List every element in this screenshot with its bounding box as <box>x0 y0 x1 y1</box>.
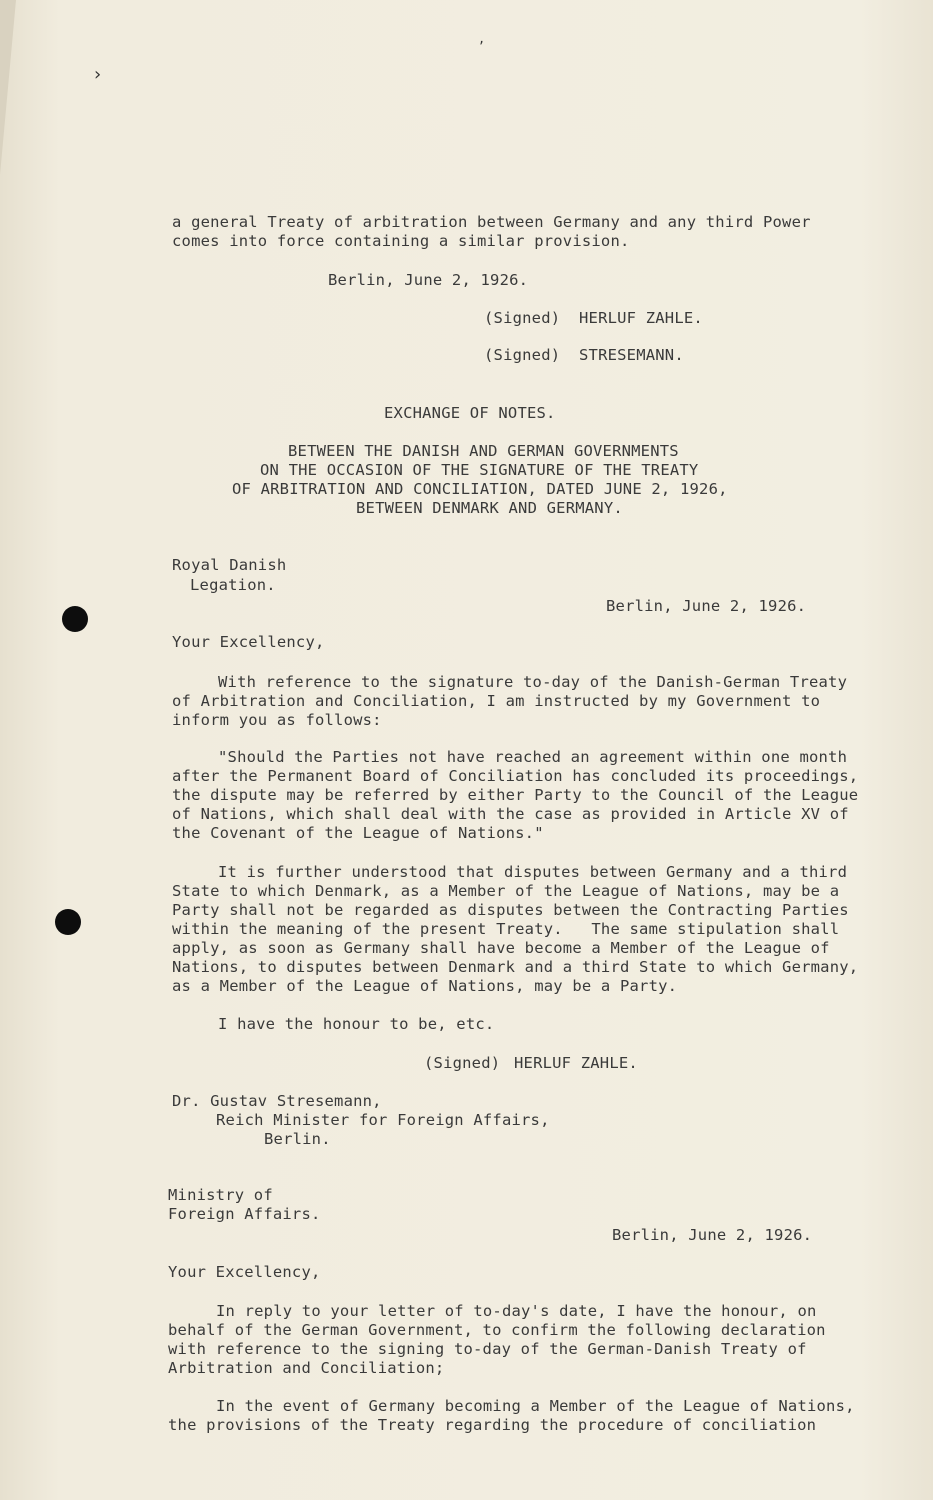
body-line: with reference to the signing to-day of the German-Danish Treaty of <box>168 1340 807 1358</box>
body-line: Party shall not be regarded as disputes between the Contracting Parties <box>172 901 849 919</box>
text-line: comes into force containing a similar provision. <box>172 232 630 250</box>
folded-corner <box>0 0 16 175</box>
body-line: It is further understood that disputes between Germany and a third <box>218 863 848 881</box>
heading: EXCHANGE OF NOTES. <box>384 404 556 422</box>
quote-line: of Nations, which shall deal with the case as provided in Article XV of <box>172 805 849 823</box>
ink-mark: , <box>478 32 486 46</box>
text-line: a general Treaty of arbitration between Germany and any third Power <box>172 213 811 231</box>
signature-name: STRESEMANN. <box>579 346 684 364</box>
punch-hole <box>62 606 88 632</box>
date: Berlin, June 2, 1926. <box>328 271 529 289</box>
subheading-line: BETWEEN DENMARK AND GERMANY. <box>356 499 623 517</box>
sender-line: Legation. <box>190 576 276 594</box>
ink-mark: › <box>92 64 103 85</box>
letter-date: Berlin, June 2, 1926. <box>612 1226 813 1244</box>
signature-name: HERLUF ZAHLE. <box>579 309 703 327</box>
signature-name: HERLUF ZAHLE. <box>514 1054 638 1072</box>
subheading-line: BETWEEN THE DANISH AND GERMAN GOVERNMENTS <box>288 442 679 460</box>
body-line: With reference to the signature to-day of the Danish-German Treaty <box>218 673 848 691</box>
addressee-line: Dr. Gustav Stresemann, <box>172 1092 382 1110</box>
signature-label: (Signed) <box>484 346 561 364</box>
signature-label: (Signed) <box>424 1054 501 1072</box>
closing: I have the honour to be, etc. <box>218 1015 495 1033</box>
body-line: as a Member of the League of Nations, may be a Party. <box>172 977 678 995</box>
body-line: within the meaning of the present Treaty. The same stipulation shall <box>172 920 840 938</box>
body-line: the provisions of the Treaty regarding the procedure of conciliation <box>168 1416 817 1434</box>
body-line: inform you as follows: <box>172 711 382 729</box>
letter-date: Berlin, June 2, 1926. <box>606 597 807 615</box>
body-line: State to which Denmark, as a Member of the League of Nations, may be a <box>172 882 840 900</box>
quote-line: the Covenant of the League of Nations." <box>172 824 544 842</box>
quote-line: "Should the Parties not have reached an agreement within one month <box>218 748 848 766</box>
body-line: apply, as soon as Germany shall have become a Member of the League of <box>172 939 830 957</box>
body-line: In reply to your letter of to-day's date, I have the honour, on <box>216 1302 817 1320</box>
punch-hole <box>55 909 81 935</box>
sender-line: Royal Danish <box>172 556 287 574</box>
sender-line: Ministry of <box>168 1186 273 1204</box>
salutation: Your Excellency, <box>172 633 325 651</box>
quote-line: after the Permanent Board of Conciliation has concluded its proceedings, <box>172 767 859 785</box>
body-line: Arbitration and Conciliation; <box>168 1359 445 1377</box>
signature-label: (Signed) <box>484 309 561 327</box>
addressee-line: Reich Minister for Foreign Affairs, <box>216 1111 550 1129</box>
body-line: In the event of Germany becoming a Member of the League of Nations, <box>216 1397 855 1415</box>
quote-line: the dispute may be referred by either Party to the Council of the League <box>172 786 859 804</box>
subheading-line: ON THE OCCASION OF THE SIGNATURE OF THE TREATY <box>260 461 699 479</box>
addressee-line: Berlin. <box>264 1130 331 1148</box>
sender-line: Foreign Affairs. <box>168 1205 321 1223</box>
body-line: of Arbitration and Conciliation, I am instructed by my Government to <box>172 692 821 710</box>
salutation: Your Excellency, <box>168 1263 321 1281</box>
subheading-line: OF ARBITRATION AND CONCILIATION, DATED JUNE 2, 1926, <box>232 480 728 498</box>
body-line: behalf of the German Government, to confirm the following declaration <box>168 1321 826 1339</box>
body-line: Nations, to disputes between Denmark and a third State to which Germany, <box>172 958 859 976</box>
